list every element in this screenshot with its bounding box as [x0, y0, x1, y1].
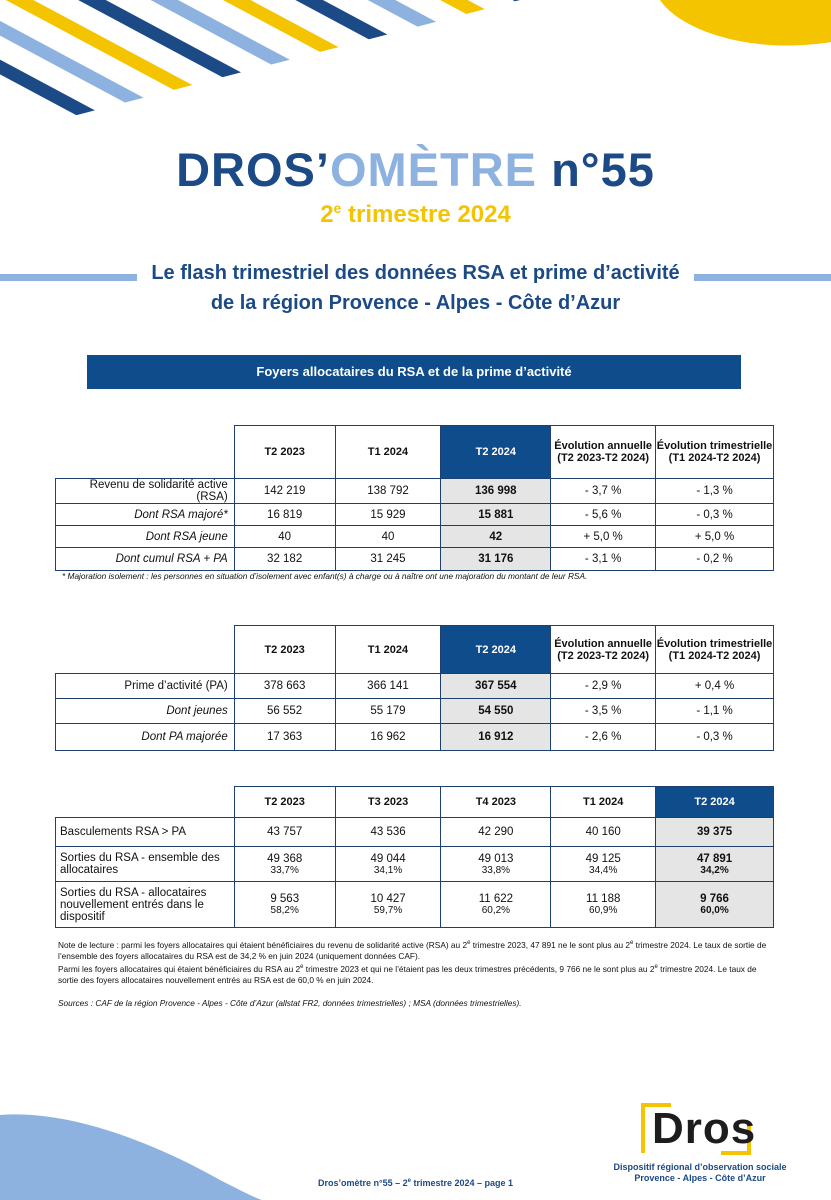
cell: 367 554	[441, 674, 551, 699]
cell: 15 929	[335, 504, 441, 526]
page-footer: Dros’omètre n°55 – 2e trimestre 2024 – page 1	[317, 1178, 514, 1188]
table-row	[56, 724, 774, 751]
cell: 43 757	[234, 818, 335, 847]
col-header: T4 2023	[441, 787, 551, 818]
table-row	[56, 674, 774, 699]
col-header: T1 2024	[335, 426, 441, 479]
flash-heading: Le flash trimestriel des données RSA et prime d’activité de la région Provence - Alpes - Côte d’Azur	[151, 262, 680, 314]
table-row	[56, 479, 774, 504]
col-header: Évolution annuelle (T2 2023-T2 2024)	[551, 426, 656, 479]
col-header: Évolution annuelle (T2 2023-T2 2024)	[551, 626, 656, 674]
cell: 31 245	[335, 548, 441, 571]
reading-note: Note de lecture : parmi les foyers allocataires qui étaient bénéficiaires du revenu de solidarité active (RSA) au 2e trimestre 2023, 47 891 ne le sont plus au 2e trimestre 2024. Le taux de sortie de l’ensemble des foyers allocataires du RSA est de 34,2 % en juin 2024 (uniquement données CAF). Parmi les foyers allocataires qui étaient bénéficiaires du RSA au 2e trimestre 2023 et qui ne l’étaient pas les deux trimestres précédents, 9 766 ne le sont plus au 2e trimestre 2024. Le taux de sortie des foyers allocataires nouvellement entrés au RSA est de 60,0 % en juin 2024.	[58, 939, 767, 986]
cell: - 0,2 %	[656, 548, 774, 571]
col-header: T1 2024	[551, 787, 656, 818]
cell: 16 819	[234, 504, 335, 526]
cell: 40	[234, 526, 335, 548]
cell: 54 550	[441, 699, 551, 724]
row-label: Basculements RSA > PA	[56, 818, 235, 847]
cell: 136 998	[441, 479, 551, 504]
cell: 49 368 33,7%	[234, 847, 335, 882]
decorative-stripes	[0, 0, 520, 135]
row-label: Sorties du RSA - ensemble des allocataires	[56, 847, 235, 882]
row-label: Dont jeunes	[56, 699, 235, 724]
cell: 366 141	[335, 674, 441, 699]
table-row	[56, 818, 774, 847]
cell: 9 563 58,2%	[234, 882, 335, 928]
cell: 56 552	[234, 699, 335, 724]
table-row	[56, 847, 774, 882]
rsa-table	[55, 425, 774, 571]
cell: - 5,6 %	[551, 504, 656, 526]
cell: - 3,1 %	[551, 548, 656, 571]
cell: - 1,1 %	[656, 699, 774, 724]
cell: 49 044 34,1%	[335, 847, 441, 882]
table-row	[56, 882, 774, 928]
col-header: T2 2024	[441, 426, 551, 479]
cell: 378 663	[234, 674, 335, 699]
decorative-blob-top-right	[640, 0, 831, 50]
sources-note: Sources : CAF de la région Provence - Alpes - Côte d’Azur (allstat FR2, données trimestrielles) ; MSA (données trimestrielles).	[58, 998, 522, 1008]
cell: 55 179	[335, 699, 441, 724]
divider-left	[0, 274, 137, 281]
col-header: T2 2023	[234, 787, 335, 818]
cell: 40	[335, 526, 441, 548]
cell: 42	[441, 526, 551, 548]
cell: + 0,4 %	[656, 674, 774, 699]
cell: 49 125 34,4%	[551, 847, 656, 882]
cell: 42 290	[441, 818, 551, 847]
page-title: DROS’OMÈTRE n°55	[176, 143, 655, 196]
cell: - 0,3 %	[656, 504, 774, 526]
col-header: Évolution trimestrielle (T1 2024-T2 2024)	[656, 426, 774, 479]
cell: 31 176	[441, 548, 551, 571]
cell: 15 881	[441, 504, 551, 526]
cell: 17 363	[234, 724, 335, 751]
cell: 11 188 60,9%	[551, 882, 656, 928]
exits-table	[55, 786, 774, 928]
col-header: T1 2024	[335, 626, 441, 674]
page-subtitle: 2e trimestre 2024	[320, 200, 511, 228]
cell: 43 536	[335, 818, 441, 847]
pa-table	[55, 625, 774, 751]
cell: 47 891 34,2%	[656, 847, 774, 882]
cell: - 2,9 %	[551, 674, 656, 699]
cell: 138 792	[335, 479, 441, 504]
divider-right	[694, 274, 831, 281]
logo-caption: Dispositif régional d’observation sociale Provence - Alpes - Côte d’Azur	[613, 1162, 787, 1183]
row-label: Dont PA majorée	[56, 724, 235, 751]
cell: - 2,6 %	[551, 724, 656, 751]
cell: - 1,3 %	[656, 479, 774, 504]
col-header: T2 2023	[234, 426, 335, 479]
row-label: Revenu de solidarité active (RSA)	[56, 479, 235, 504]
cell: 49 013 33,8%	[441, 847, 551, 882]
row-label: Sorties du RSA - allocataires nouvellement entrés dans le dispositif	[56, 882, 235, 928]
cell: 39 375	[656, 818, 774, 847]
cell: + 5,0 %	[656, 526, 774, 548]
col-header: Évolution trimestrielle (T1 2024-T2 2024)	[656, 626, 774, 674]
footnote: * Majoration isolement : les personnes en situation d’isolement avec enfant(s) à charge ou à naître ont une majoration du montant de leur RSA.	[62, 571, 588, 581]
cell: 16 962	[335, 724, 441, 751]
cell: 9 766 60,0%	[656, 882, 774, 928]
cell: 142 219	[234, 479, 335, 504]
cell: 32 182	[234, 548, 335, 571]
cell: - 3,7 %	[551, 479, 656, 504]
cell: - 3,5 %	[551, 699, 656, 724]
col-header: T3 2023	[335, 787, 441, 818]
row-label: Dont cumul RSA + PA	[56, 548, 235, 571]
section-banner: Foyers allocataires du RSA et de la prime d’activité	[87, 355, 741, 389]
dros-logo: Dros	[652, 1104, 757, 1153]
col-header: T2 2024	[656, 787, 774, 818]
row-label: Dont RSA jeune	[56, 526, 235, 548]
table-row	[56, 548, 774, 571]
table-row	[56, 526, 774, 548]
cell: 11 622 60,2%	[441, 882, 551, 928]
table-row	[56, 699, 774, 724]
cell: 10 427 59,7%	[335, 882, 441, 928]
cell: 40 160	[551, 818, 656, 847]
cell: + 5,0 %	[551, 526, 656, 548]
row-label: Prime d’activité (PA)	[56, 674, 235, 699]
cell: - 0,3 %	[656, 724, 774, 751]
row-label: Dont RSA majoré*	[56, 504, 235, 526]
col-header: T2 2024	[441, 626, 551, 674]
table-row	[56, 504, 774, 526]
cell: 16 912	[441, 724, 551, 751]
col-header: T2 2023	[234, 626, 335, 674]
